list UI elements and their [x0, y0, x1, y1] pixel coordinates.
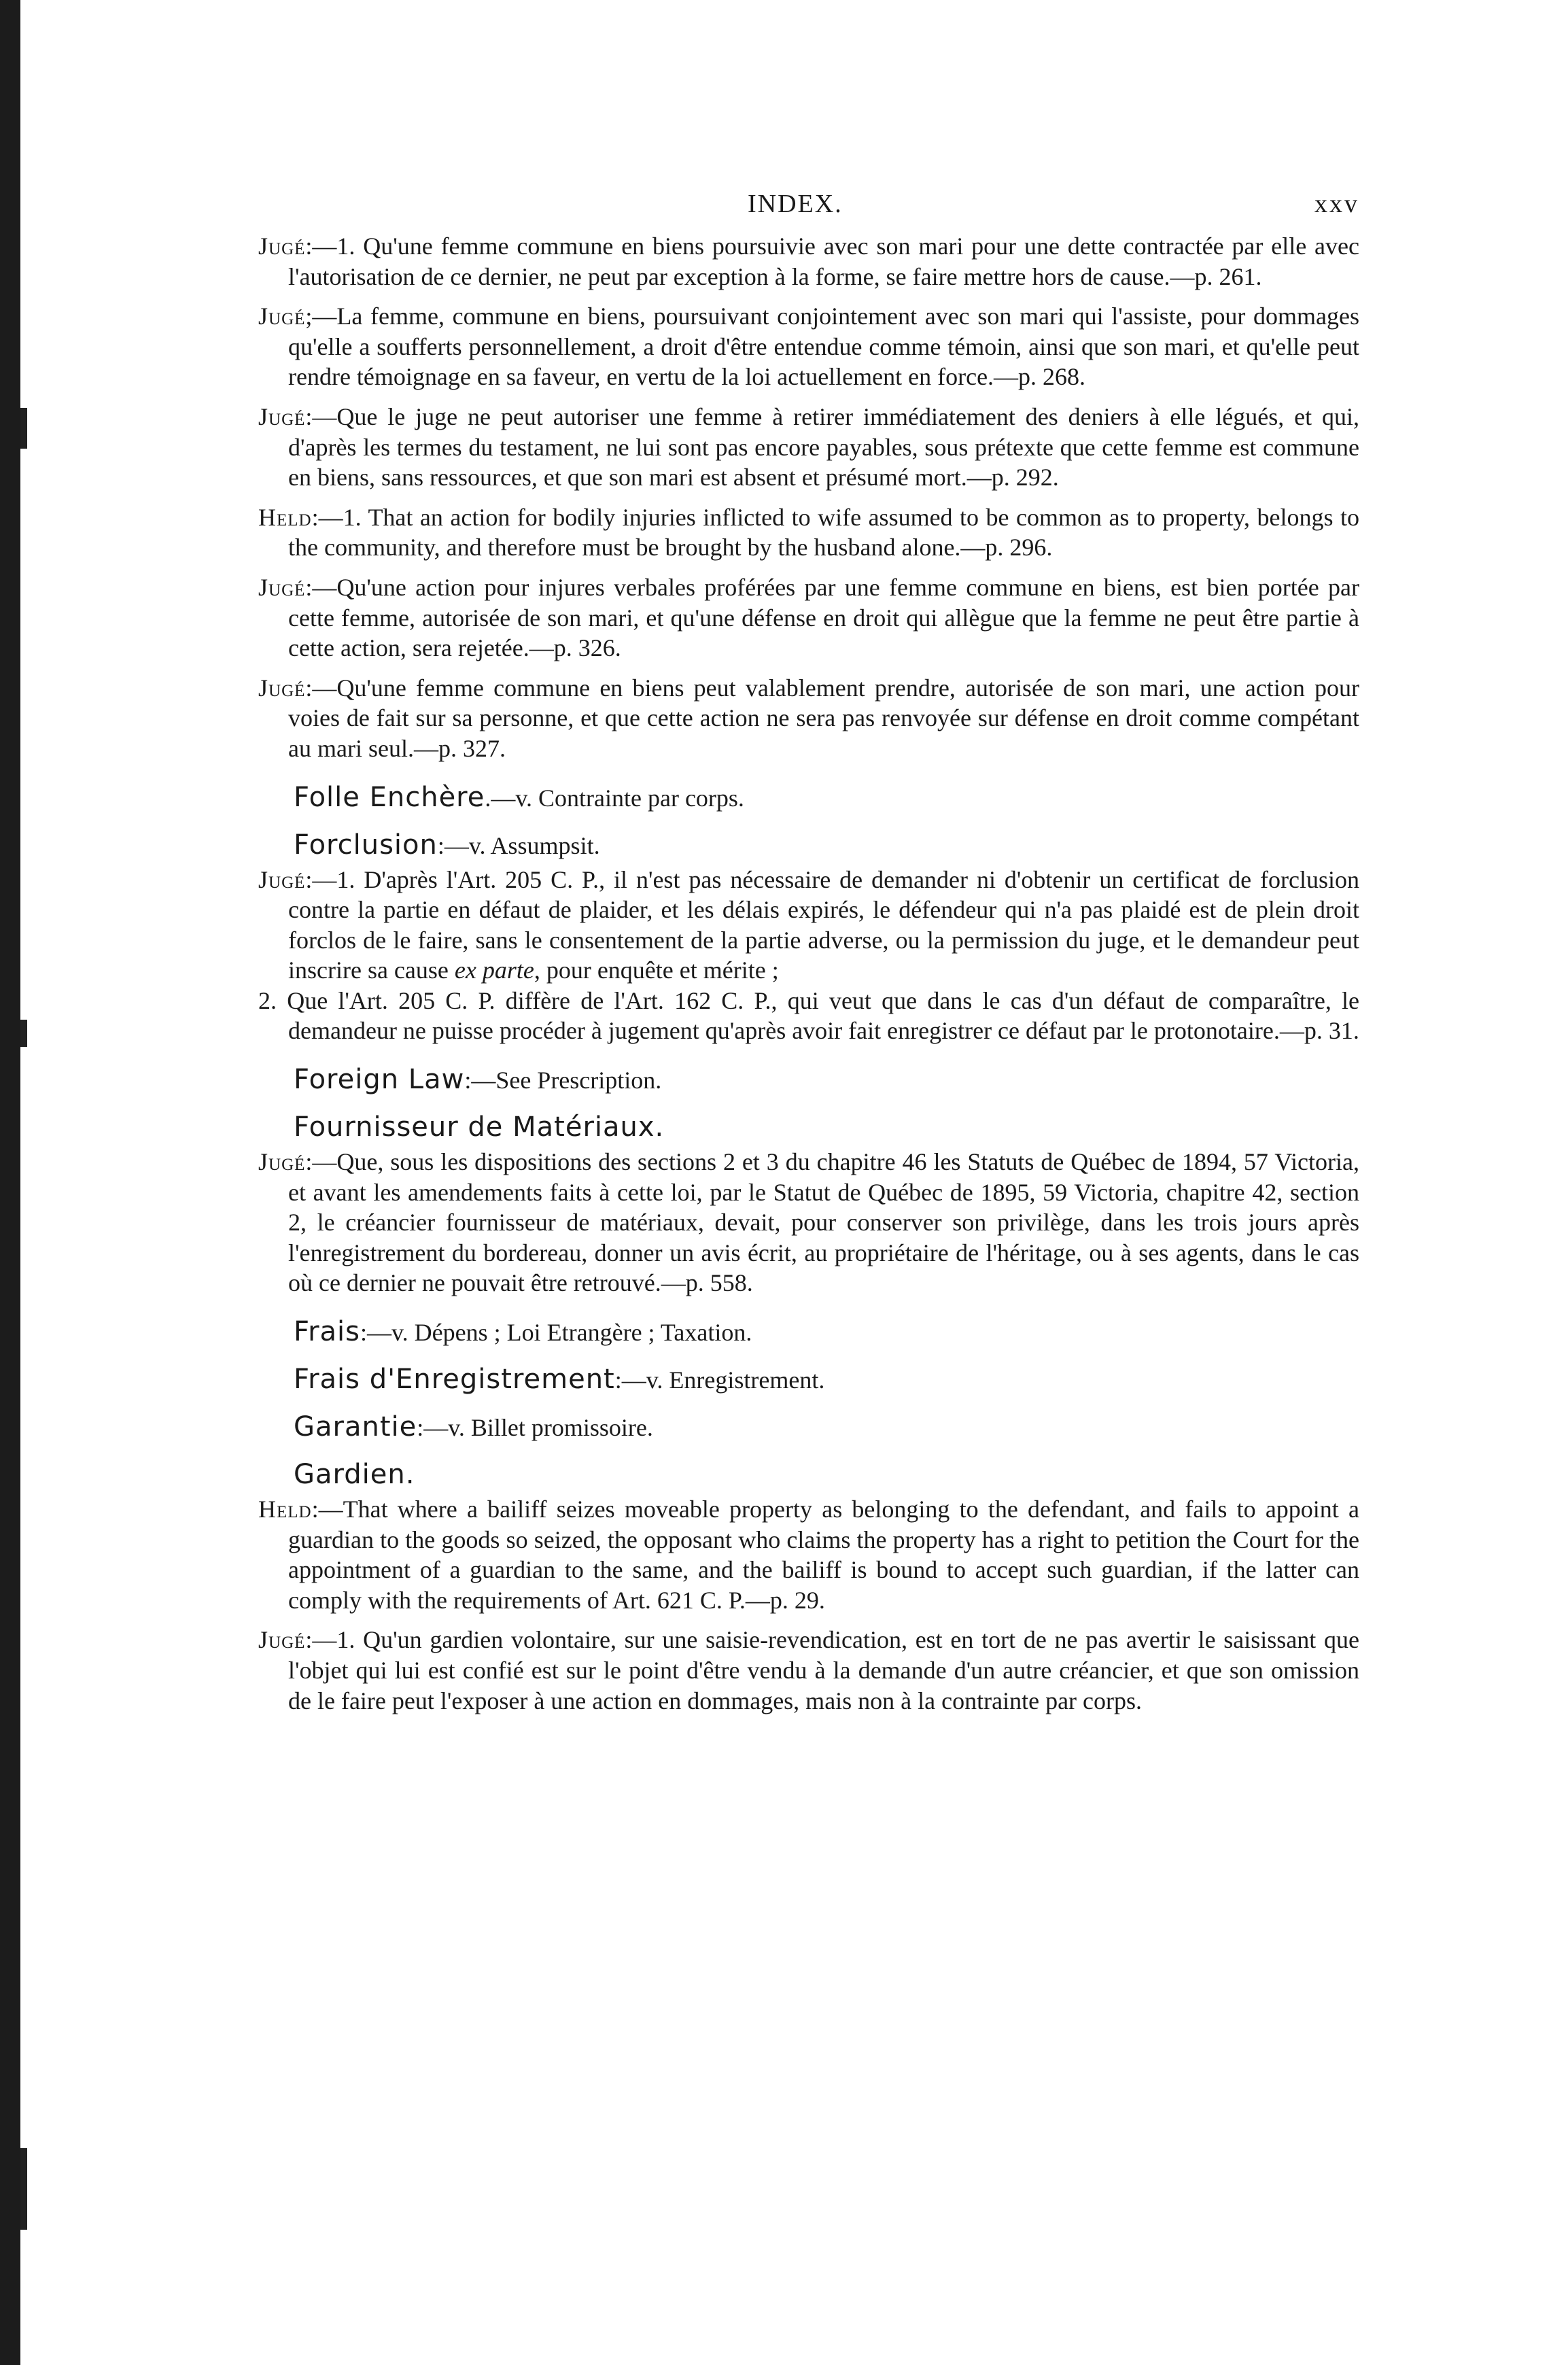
heading-word: Forclusion — [294, 829, 438, 861]
index-entry — [258, 402, 1359, 493]
index-page — [258, 177, 1359, 1716]
heading-word: Garantie — [294, 1411, 417, 1443]
entry-label: Jugé — [258, 303, 306, 330]
index-entry — [258, 1625, 1359, 1716]
entry-label: Held — [258, 503, 312, 531]
entry-text: :—Qu'une action pour injures verbales proférées par une femme commune en biens, est bien portée par cette femme, autorisée de son mari, et qu'une défense en droit qui allègue que la femme ne peut être partie à cette action, sera rejetée.—p. 326. — [288, 573, 1359, 662]
index-entry — [258, 572, 1359, 663]
entry-label: Jugé — [258, 1626, 306, 1654]
entry-text: :—Qu'une femme commune en biens peut valablement prendre, autorisée de son mari, une action pour voies de fait sur sa personne, et que cette action ne sera pas renvoyée sur défense en droit comme compétant au mari seul.—p. 327. — [288, 674, 1359, 762]
heading-reference: :—See Prescription. — [464, 1067, 662, 1094]
heading-reference: .—v. Contrainte par corps. — [485, 784, 744, 812]
entry-text: ;—La femme, commune en biens, poursuivant conjointement avec son mari qui l'assiste, pour dommages qu'elle a soufferts personnellement, a droit d'être entendue comme témoin, ainsi que son mari, et qu'elle peut rendre témoignage en sa faveur, en vertu de la loi actuellement en force.—p. 268. — [288, 303, 1359, 391]
heading-reference: :—v. Assumpsit. — [437, 831, 600, 859]
index-entry — [258, 1147, 1359, 1298]
heading-word: Gardien. — [294, 1459, 415, 1491]
spine-mark — [20, 1020, 27, 1047]
entry-label: Jugé — [258, 232, 306, 260]
spine-mark — [20, 408, 27, 449]
index-entry — [258, 673, 1359, 764]
index-heading — [258, 1409, 1359, 1447]
entry-label: Jugé — [258, 674, 306, 702]
index-entry — [258, 231, 1359, 292]
index-heading — [258, 1361, 1359, 1399]
entry-text: , pour enquête et mérite ; — [534, 956, 779, 984]
entry-label: Held — [258, 1496, 312, 1523]
index-heading — [258, 779, 1359, 817]
index-entry — [258, 1494, 1359, 1615]
entry-label: Jugé — [258, 573, 306, 601]
entry-italic-text: ex parte — [454, 956, 534, 984]
index-heading — [258, 1061, 1359, 1099]
entry-text: 2. Que l'Art. 205 C. P. diffère de l'Art. 162 C. P., qui veut que dans le cas d'un défaut de comparaître, le demandeur ne puisse procéder à jugement qu'après avoir fait enregistrer ce défaut par le protonotaire.—p. 31. — [258, 986, 1359, 1045]
heading-word: Frais d'Enregistrement — [294, 1364, 615, 1396]
entry-text: :—1. Qu'un gardien volontaire, sur une saisie-revendication, est en tort de ne pas avertir le saisissant que l'objet qui lui est confié est sur le point d'être vendu à la demande d'un autre créancier, et que son omission de le faire peut l'exposer à une action en dommages, mais non à la contrainte par corps. — [288, 1626, 1359, 1714]
page-title: INDEX. — [748, 190, 843, 218]
index-entry — [258, 502, 1359, 563]
book-spine-edge — [0, 0, 20, 2365]
heading-word: Frais — [294, 1316, 361, 1348]
index-entry — [258, 865, 1359, 986]
index-heading — [258, 1456, 1359, 1494]
entry-text: :—1. That an action for bodily injuries inflicted to wife assumed to be common as to property, belongs to the community, and therefore must be brought by the husband alone.—p. 296. — [288, 503, 1359, 562]
heading-word: Folle Enchère — [294, 781, 485, 813]
entry-text: :—1. Qu'une femme commune en biens poursuivie avec son mari pour une dette contractée par elle avec l'autorisation de ce dernier, ne peut par exception à la forme, se faire mettre hors de cause.—p. 261. — [288, 232, 1359, 290]
index-heading — [258, 827, 1359, 865]
heading-reference: :—v. Enregistrement. — [614, 1366, 825, 1394]
entry-text: :—Que, sous les dispositions des sections 2 et 3 du chapitre 46 les Statuts de Québec de 1894, 57 Victoria, et avant les amendements faits à cette loi, par le Statut de Québec de 1895, 59 Victoria, chapitre 42, section 2, le créancier fournisseur de matériaux, devait, pour conserver son privilège, dans les trois jours après l'enregistrement du bordereau, donner un avis écrit, au propriétaire de l'héritage, ou à ses agents, dans le cas où ce dernier ne pouvait être retrouvé.—p. 558. — [288, 1148, 1359, 1297]
entry-text: :—1. D'après l'Art. 205 C. P., il n'est pas nécessaire de demander ni d'obtenir un certificat de forclusion contre la partie en défaut de plaider, et les délais expirés, le défendeur qui n'a pas plaidé est de plein droit forclos de le faire, sans le consentement de la partie adverse, ou la permission du juge, et le demandeur peut inscrire sa cause — [288, 865, 1359, 984]
page-header — [258, 177, 1359, 231]
heading-word: Foreign Law — [294, 1064, 465, 1096]
spine-mark — [20, 2148, 27, 2230]
entry-label: Jugé — [258, 865, 306, 893]
entry-label: Jugé — [258, 1148, 306, 1176]
index-heading — [258, 1313, 1359, 1351]
index-entry-continuation — [258, 986, 1359, 1046]
entry-text: :—Que le juge ne peut autoriser une femme à retirer immédiatement des deniers à elle légués, et qui, d'après les termes du testament, ne lui sont pas encore payables, sous prétexte que cette femme est commune en biens, sans ressources, et que son mari est absent et présumé mort.—p. 292. — [288, 402, 1359, 491]
index-heading — [258, 1109, 1359, 1147]
heading-word: Fournisseur de Matériaux. — [294, 1111, 665, 1143]
heading-reference: :—v. Billet promissoire. — [417, 1414, 653, 1442]
entry-text: :—That where a bailiff seizes moveable property as belonging to the defendant, and fails to appoint a guardian to the goods so seized, the opposant who claims the property has a right to petition the Court for the appointment of a guardian to the same, and the bailiff is bound to accept such guardian, if the latter can comply with the requirements of Art. 621 C. P.—p. 29. — [288, 1496, 1359, 1614]
heading-reference: :—v. Dépens ; Loi Etrangère ; Taxation. — [360, 1319, 752, 1347]
index-entry — [258, 301, 1359, 392]
page-number: xxv — [1314, 190, 1359, 218]
entry-label: Jugé — [258, 402, 306, 430]
